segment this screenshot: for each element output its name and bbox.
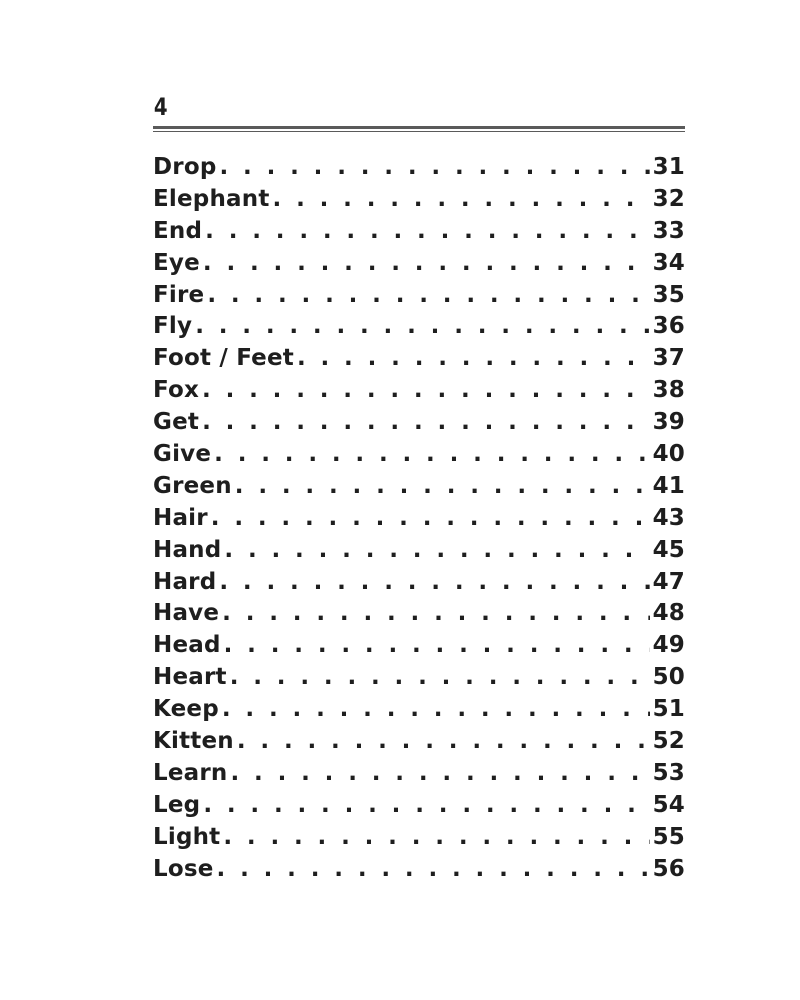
- toc-dot-leader: [297, 345, 650, 371]
- toc-entry[interactable]: [153, 313, 685, 345]
- toc-entry-title: Lose: [153, 855, 214, 882]
- toc-dot-leader: [214, 441, 649, 467]
- toc-dot-leader: [230, 664, 650, 690]
- toc-entry-title: Heart: [153, 664, 227, 691]
- toc-entry-page: 38: [652, 377, 685, 404]
- toc-entry-title: Keep: [153, 696, 219, 723]
- toc-entry-title: Green: [153, 472, 232, 499]
- toc-entry[interactable]: [153, 473, 685, 505]
- toc-entry-title: Fox: [153, 377, 200, 404]
- toc-entry-page: 54: [652, 791, 685, 818]
- toc-entry-title: Fly: [153, 313, 193, 340]
- toc-entry-title: Learn: [153, 759, 228, 786]
- toc-entry-title: Have: [153, 600, 220, 627]
- toc-entry-title: Head: [153, 632, 221, 659]
- toc-entry-page: 40: [652, 441, 685, 468]
- toc-entry-page: 50: [652, 664, 685, 691]
- toc-entry[interactable]: [153, 760, 685, 792]
- toc-dot-leader: [203, 792, 649, 818]
- toc-entry-title: Give: [153, 441, 212, 468]
- toc-entry-page: 33: [652, 217, 685, 244]
- toc-dot-leader: [222, 696, 650, 722]
- toc-entry-title: Fire: [153, 281, 205, 308]
- toc-entry-page: 43: [652, 504, 685, 531]
- toc-entry-page: 31: [652, 154, 685, 180]
- toc-entry-title: End: [153, 217, 203, 244]
- toc-entry-title: Eye: [153, 249, 200, 276]
- toc-entry[interactable]: [153, 792, 685, 824]
- toc-dot-leader: [237, 728, 650, 754]
- toc-entry-title: Hard: [153, 568, 217, 595]
- toc-entry[interactable]: [153, 218, 685, 250]
- toc-dot-leader: [235, 473, 650, 499]
- toc-dot-leader: [211, 505, 650, 531]
- toc-entry[interactable]: [153, 600, 685, 632]
- toc-dot-leader: [202, 377, 650, 403]
- table-of-contents: [153, 154, 685, 887]
- toc-entry[interactable]: [153, 696, 685, 728]
- toc-dot-leader: [207, 282, 649, 308]
- toc-dot-leader: [195, 313, 649, 339]
- toc-entry-page: 52: [652, 728, 685, 755]
- toc-entry-title: Hand: [153, 536, 222, 563]
- toc-entry-title: Foot / Feet: [153, 345, 294, 372]
- toc-entry[interactable]: [153, 282, 685, 314]
- toc-dot-leader: [220, 154, 650, 180]
- toc-entry[interactable]: [153, 856, 685, 888]
- toc-entry[interactable]: [153, 345, 685, 377]
- toc-entry[interactable]: [153, 505, 685, 537]
- toc-dot-leader: [231, 760, 650, 786]
- toc-entry-page: 39: [652, 409, 685, 436]
- toc-entry-title: Get: [153, 409, 200, 436]
- toc-entry-page: 41: [652, 472, 685, 499]
- toc-entry-title: Elephant: [153, 185, 270, 212]
- toc-dot-leader: [223, 824, 649, 850]
- toc-dot-leader: [219, 569, 649, 595]
- toc-dot-leader: [203, 250, 650, 276]
- document-page: [153, 92, 685, 887]
- toc-entry[interactable]: [153, 632, 685, 664]
- toc-entry-page: 55: [652, 823, 685, 850]
- header-rule-gap: [153, 130, 685, 131]
- toc-dot-leader: [217, 856, 650, 882]
- page-number: 4: [153, 93, 168, 121]
- toc-dot-leader: [222, 600, 649, 626]
- toc-entry[interactable]: [153, 728, 685, 760]
- toc-entry-page: 35: [652, 281, 685, 308]
- toc-entry[interactable]: [153, 409, 685, 441]
- toc-dot-leader: [224, 632, 650, 658]
- toc-entry-page: 32: [652, 185, 685, 212]
- toc-entry-page: 34: [652, 249, 685, 276]
- toc-entry-page: 36: [652, 313, 685, 340]
- toc-dot-leader: [224, 537, 649, 563]
- toc-entry-title: Drop: [153, 154, 217, 180]
- toc-entry[interactable]: [153, 186, 685, 218]
- toc-entry[interactable]: [153, 377, 685, 409]
- toc-entry-page: 45: [652, 536, 685, 563]
- toc-dot-leader: [205, 218, 649, 244]
- toc-entry-title: Leg: [153, 791, 201, 818]
- toc-entry[interactable]: [153, 664, 685, 696]
- toc-entry-page: 47: [652, 568, 685, 595]
- toc-entry-title: Hair: [153, 504, 208, 531]
- toc-entry[interactable]: [153, 250, 685, 282]
- toc-entry[interactable]: [153, 824, 685, 856]
- toc-entry-title: Light: [153, 823, 221, 850]
- toc-entry-page: 37: [652, 345, 685, 372]
- toc-entry-page: 48: [652, 600, 685, 627]
- toc-entry-title: Kitten: [153, 728, 234, 755]
- toc-dot-leader: [202, 409, 650, 435]
- toc-dot-leader: [273, 186, 650, 212]
- toc-entry[interactable]: [153, 441, 685, 473]
- toc-entry[interactable]: [153, 537, 685, 569]
- toc-entry[interactable]: [153, 154, 685, 186]
- toc-entry-page: 56: [652, 855, 685, 882]
- toc-entry-page: 53: [652, 759, 685, 786]
- toc-entry[interactable]: [153, 569, 685, 601]
- toc-entry-page: 51: [652, 696, 685, 723]
- header-rule: [153, 126, 685, 132]
- toc-entry-page: 49: [652, 632, 685, 659]
